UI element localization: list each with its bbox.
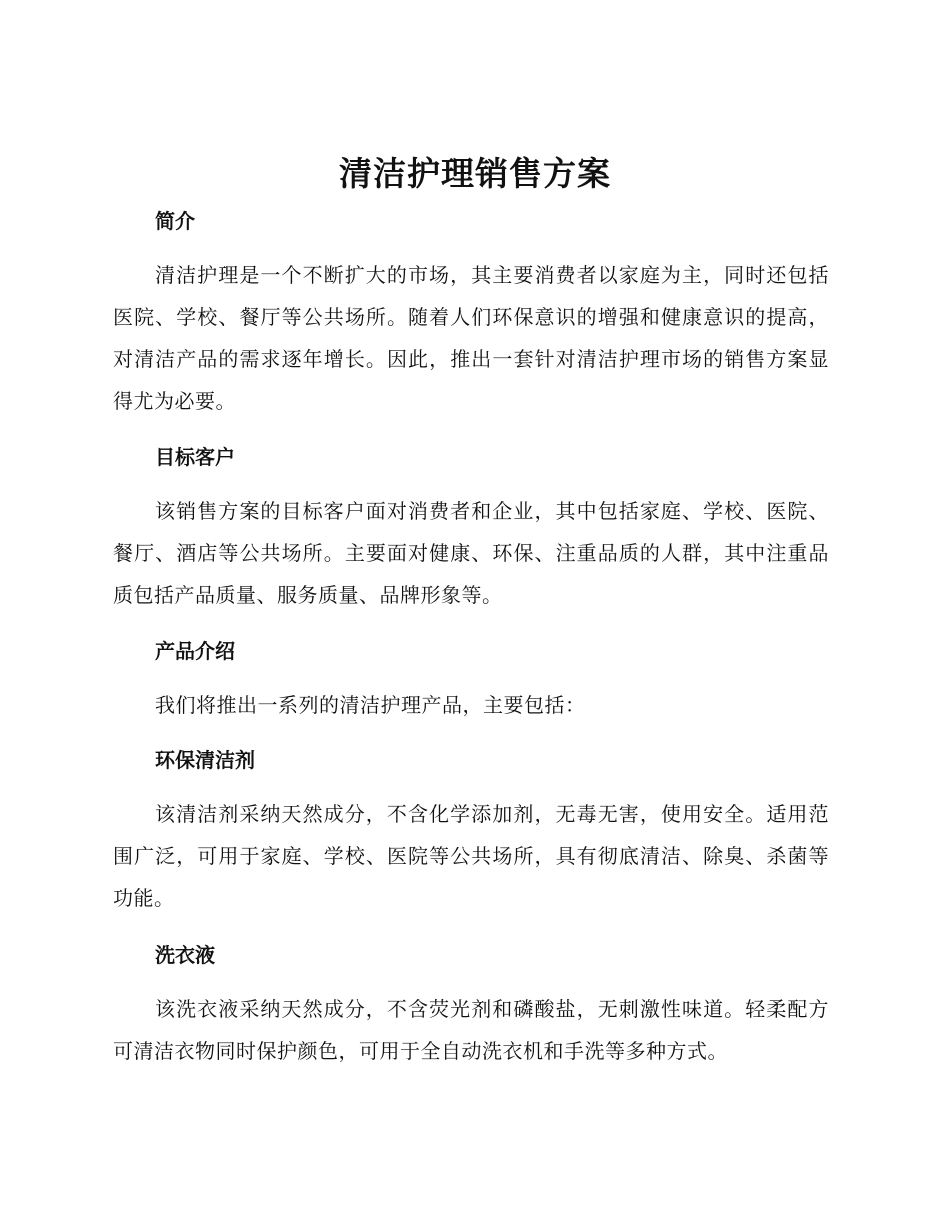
section-paragraph-intro: 清洁护理是一个不断扩大的市场，其主要消费者以家庭为主，同时还包括医院、学校、餐厅等公共场所。随着人们环保意识的增强和健康意识的提高，对清洁产品的需求逐年增长。因此，推出一套针对清洁护理市场的销售方案显得尤为必要。 — [113, 263, 829, 413]
section-paragraph-product-intro: 我们将推出一系列的清洁护理产品，主要包括： — [155, 693, 586, 717]
section-paragraph-eco-cleaner: 该清洁剂采纳天然成分，不含化学添加剂，无毒无害，使用安全。适用范围广泛，可用于家庭、学校、医院等公共场所，具有彻底清洁、除臭、杀菌等功能。 — [113, 802, 829, 910]
section-paragraph-laundry-detergent: 该洗衣液采纳天然成分，不含荧光剂和磷酸盐，无刺激性味道。轻柔配方可清洁衣物同时保护颜色，可用于全自动洗衣机和手洗等多种方式。 — [113, 997, 829, 1063]
section-heading-target-customers: 目标客户 — [155, 445, 235, 469]
section-paragraph-target-customers: 该销售方案的目标客户面对消费者和企业，其中包括家庭、学校、医院、餐厅、酒店等公共场所。主要面对健康、环保、注重品质的人群，其中注重品质包括产品质量、服务质量、品牌形象等。 — [113, 499, 829, 607]
section-heading-product-intro: 产品介绍 — [155, 639, 235, 663]
section-heading-laundry-detergent: 洗衣液 — [155, 943, 215, 967]
document-title: 清洁护理销售方案 — [339, 154, 611, 193]
section-heading-intro: 简介 — [155, 209, 195, 233]
section-heading-eco-cleaner: 环保清洁剂 — [155, 748, 255, 772]
